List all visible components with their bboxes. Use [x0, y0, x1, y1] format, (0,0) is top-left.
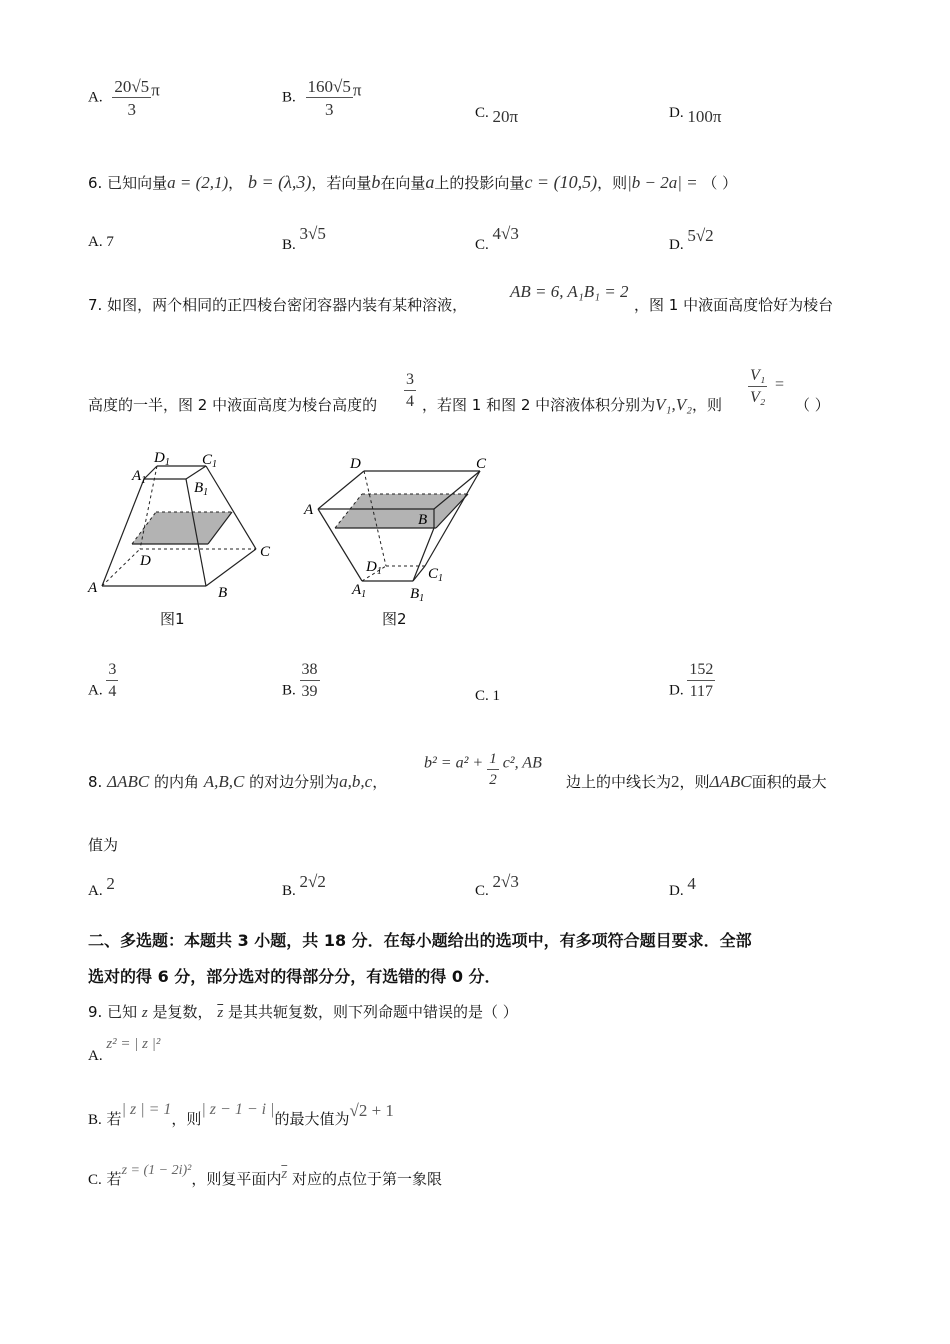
question-text: 已知向量: [107, 174, 168, 192]
var-z: z: [141, 1005, 148, 1021]
q5-option-c: [475, 102, 519, 126]
svg-text:D1: $D_1$: [366, 559, 382, 577]
denominator: V₂: [750, 389, 766, 406]
q8-line2: 值为: [88, 836, 119, 854]
option-text: 对应的点位于第一象限: [291, 1170, 442, 1188]
var-b: b: [371, 172, 381, 192]
option-expression: | z − 1 − i |: [201, 1101, 275, 1118]
q9-option-b: [88, 1101, 394, 1129]
question-text: 上的投影向量: [434, 174, 525, 192]
q6-option-b: [282, 224, 326, 254]
q6-question: [88, 172, 737, 193]
pi-symbol: π: [352, 80, 362, 100]
fraction: [112, 78, 151, 118]
q7-option-d: [669, 662, 715, 700]
fraction: [687, 662, 715, 700]
question-text: 是其共轭复数，则下列命题中错误的是（ ）: [227, 1003, 518, 1021]
numerator: 20√5: [114, 77, 150, 96]
var-z-conjugate: $\overline{z}$: [281, 1166, 288, 1182]
option-text: ，则: [171, 1110, 202, 1128]
denominator: 3: [127, 100, 137, 119]
q7-line2-mid: [422, 394, 722, 415]
option-label: D.: [669, 682, 684, 699]
option-label: B.: [88, 1112, 102, 1128]
question-text: 的内角: [153, 773, 199, 791]
svg-text:B1: $B_1$: [194, 480, 209, 498]
q7-option-b: [282, 662, 320, 700]
q7-line1: [88, 294, 467, 315]
option-value: 4: [687, 874, 696, 893]
angles: A,B,C: [203, 772, 245, 791]
question-number: 6.: [88, 174, 103, 192]
denominator: 4: [108, 683, 117, 700]
option-label: A.: [88, 1048, 103, 1064]
option-value: 20π: [492, 107, 519, 126]
answer-blank: （ ）: [702, 174, 738, 192]
denominator: 3: [324, 100, 334, 119]
q6-option-c: [475, 224, 519, 254]
q7-option-a: [88, 662, 118, 700]
q7-line2: [88, 394, 377, 415]
option-label: B.: [282, 682, 296, 699]
equation-left: b² = a² +: [424, 754, 484, 772]
option-label: C.: [475, 105, 489, 121]
option-label: D.: [669, 237, 684, 253]
svg-text:A1: $A_1$: [352, 582, 367, 600]
option-value: 3√5: [299, 224, 326, 243]
option-label: C.: [475, 237, 489, 253]
option-value: 2√2: [299, 872, 326, 891]
question-text: ，若向量: [311, 174, 372, 192]
q7-given: AB = 6, A₁B₁ = 2: [510, 282, 629, 301]
question-text: 已知: [107, 1003, 138, 1021]
question-text: 边上的中线长为: [566, 773, 672, 791]
question-text: 高度的一半，图 2 中液面高度为棱台高度的: [88, 396, 378, 414]
svg-text:C: C: [476, 456, 487, 472]
sides: a,b,c: [339, 772, 373, 791]
question-text: ，则: [597, 174, 628, 192]
q5-option-b: [282, 78, 361, 118]
option-label: A.: [88, 234, 103, 250]
option-text: 的最大值为: [274, 1110, 350, 1128]
q8-line1: [88, 771, 387, 792]
question-text: ，则: [692, 396, 723, 414]
question-number: 7.: [88, 296, 103, 314]
option-label: A.: [88, 682, 103, 699]
numerator: 3: [106, 662, 118, 681]
q8-option-b: [282, 872, 326, 900]
question-text: 是复数，: [152, 1003, 213, 1021]
q7-answer-blank: （ ）: [795, 396, 830, 414]
option-expression: √2 + 1: [349, 1101, 394, 1120]
svg-text:D1: $D_1$: [154, 450, 170, 468]
option-text: 若: [106, 1110, 122, 1128]
svg-text:C: C: [260, 544, 271, 560]
fraction: [300, 662, 320, 700]
figure-1: [84, 446, 284, 631]
option-expression: z = (1 − 2i)²: [121, 1163, 192, 1178]
q7-equals: =: [775, 376, 785, 393]
svg-text:A: A: [304, 502, 314, 518]
option-value: 7: [106, 234, 114, 250]
option-label: B.: [282, 89, 296, 106]
numerator: 160√5: [307, 77, 351, 96]
option-text: 若: [106, 1170, 122, 1188]
svg-text:B1: $B_1$: [410, 586, 425, 604]
option-label: A.: [88, 883, 103, 899]
option-text: ，则复平面内: [191, 1170, 282, 1188]
question-number: 8.: [88, 773, 103, 791]
option-label: B.: [282, 883, 296, 899]
option-label: C.: [475, 688, 489, 704]
denominator: 39: [301, 683, 318, 700]
option-expression: | z | = 1: [121, 1101, 172, 1118]
question-text: ，若图 1 和图 2 中溶液体积分别为: [422, 396, 656, 414]
svg-text:C1: $C_1$: [202, 452, 218, 470]
expression: |b − 2a| =: [627, 173, 698, 192]
equation-right: c², AB: [502, 754, 542, 772]
question-text: 如图，两个相同的正四棱台密闭容器内装有某种溶液，: [107, 296, 468, 314]
q7-option-c: [475, 688, 500, 705]
figure-2-caption: 图2: [382, 610, 407, 628]
vector-b: b = (λ,3): [247, 172, 312, 192]
svg-text:A: A: [88, 580, 98, 596]
fraction: [106, 662, 118, 700]
q8-option-c: [475, 872, 519, 900]
svg-text:D: D: [140, 553, 151, 569]
q6-option-d: [669, 226, 714, 254]
vector-a: a = (2,1): [167, 173, 229, 192]
q8-option-d: [669, 874, 696, 900]
option-label: D.: [669, 105, 684, 121]
option-label: A.: [88, 89, 103, 106]
option-value: 2: [106, 874, 115, 893]
q8-option-a: [88, 874, 115, 900]
pi-symbol: π: [151, 80, 160, 100]
q7-fraction-3-4: [404, 372, 416, 410]
numerator: 38: [300, 662, 320, 681]
q5-option-d: [669, 102, 722, 126]
numerator: 152: [687, 662, 715, 681]
numerator: 1: [487, 752, 499, 770]
q9-option-a: [88, 1036, 161, 1065]
q7-ratio: [748, 368, 767, 406]
svg-text:C1: $C_1$: [428, 566, 444, 584]
volumes: V₁,V₂: [655, 395, 693, 414]
option-value: 100π: [687, 107, 722, 126]
option-value: 2√3: [492, 872, 519, 891]
question-number: 9.: [88, 1003, 103, 1021]
svg-text:A1: $A_1$: [132, 468, 147, 486]
svg-text:D: D: [350, 456, 361, 472]
fraction: [306, 78, 353, 118]
figure-1-caption: 图1: [160, 610, 185, 628]
option-label: B.: [282, 237, 296, 253]
option-label: C.: [88, 1172, 102, 1188]
q5-option-a: [88, 78, 160, 118]
fraction: [487, 752, 499, 788]
option-value: 5√2: [687, 226, 714, 245]
q7-line1-end: ，图 1 中液面高度恰好为棱台: [634, 296, 834, 314]
denominator: 2: [489, 772, 497, 788]
vector-c: c = (10,5): [524, 172, 598, 192]
q9-question: [88, 1001, 518, 1022]
question-text: ，则: [679, 773, 710, 791]
question-text: 的对边分别为: [249, 773, 340, 791]
triangle-abc: ΔABC: [709, 772, 752, 791]
question-text: 面积的最大: [751, 773, 827, 791]
svg-text:B: B: [218, 585, 228, 601]
denominator: 117: [689, 683, 714, 700]
punct: ，: [372, 773, 388, 791]
var-z-conjugate: $\overline{z}$: [217, 1005, 224, 1021]
numerator: 3: [404, 372, 416, 391]
median-length: 2: [671, 772, 680, 791]
figure-2: [300, 446, 510, 631]
q8-line1-end: [566, 771, 827, 792]
numerator: V₁: [748, 368, 767, 387]
svg-text:B: B: [418, 512, 428, 528]
q8-equation: [424, 752, 542, 788]
q6-option-a: [88, 234, 114, 251]
option-label: D.: [669, 883, 684, 899]
option-label: C.: [475, 883, 489, 899]
var-a: a: [425, 172, 435, 192]
frustum-figure-2: [300, 446, 510, 631]
frustum-figure-1: [84, 446, 284, 631]
question-text: 在向量: [380, 174, 426, 192]
denominator: 4: [406, 393, 414, 410]
section-2-heading-line2: 选对的得 6 分，部分选对的得部分分，有选错的得 0 分．: [88, 967, 501, 986]
option-value: 4√3: [492, 224, 519, 243]
option-expression: z² = | z |²: [106, 1036, 161, 1052]
punct: ，: [228, 174, 244, 192]
section-2-heading-line1: 二、多选题：本题共 3 小题，共 18 分．在每小题给出的选项中，有多项符合题目要求．全部: [88, 931, 752, 950]
q9-option-c: [88, 1163, 442, 1189]
triangle-abc: ΔABC: [107, 772, 150, 791]
option-value: 1: [492, 688, 501, 704]
